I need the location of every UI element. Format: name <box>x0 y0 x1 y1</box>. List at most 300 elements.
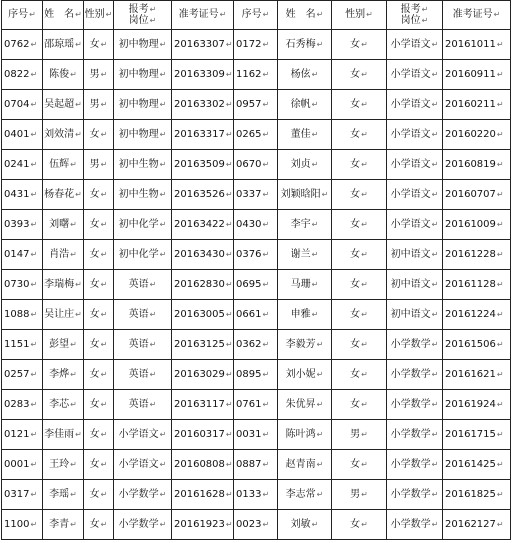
seq-cell: 1088↵ <box>2 300 43 330</box>
paragraph-mark: ↵ <box>262 459 270 469</box>
paragraph-mark: ↵ <box>431 39 439 49</box>
post-cell: 初中生物↵ <box>114 180 172 210</box>
gender-cell: 男↵ <box>84 150 114 180</box>
paragraph-mark: ↵ <box>316 429 324 439</box>
seq-cell-right: 0265↵ <box>234 120 278 150</box>
seq-cell-right: 0761↵ <box>234 390 278 420</box>
paragraph-mark: ↵ <box>262 219 270 229</box>
name-cell: 吴让庄↵ <box>43 300 84 330</box>
gender-cell: 女↵ <box>84 480 114 510</box>
paragraph-mark: ↵ <box>431 249 439 259</box>
paragraph-mark: ↵ <box>30 99 38 109</box>
table-row <box>2 180 511 210</box>
gender-cell: 女↵ <box>84 510 114 540</box>
header-exam-no-right: 准考证号↵ <box>443 1 511 30</box>
paragraph-mark: ↵ <box>159 489 167 499</box>
paragraph-mark: ↵ <box>100 159 108 169</box>
table-row <box>2 60 511 90</box>
paragraph-mark: ↵ <box>262 69 270 79</box>
header-post-right: 报考↵ 岗位↵ <box>387 1 443 30</box>
paragraph-mark: ↵ <box>316 339 324 349</box>
gender-cell-right: 女↵ <box>332 270 387 300</box>
exam-no-cell-right: 20161621↵ <box>443 360 511 390</box>
paragraph-mark: ↵ <box>361 39 368 49</box>
header-name: 姓 名↵ <box>43 1 84 30</box>
paragraph-mark: ↵ <box>311 129 319 139</box>
paragraph-mark: ↵ <box>262 189 270 199</box>
paragraph-mark: ↵ <box>431 99 439 109</box>
name-cell-right: 谢兰↵ <box>278 240 332 270</box>
name-cell: 伍辉↵ <box>43 150 84 180</box>
post-cell-right: 小学语文↵ <box>387 30 443 60</box>
post-cell: 初中物理↵ <box>114 90 172 120</box>
paragraph-mark: ↵ <box>159 39 167 49</box>
paragraph-mark: ↵ <box>311 69 319 79</box>
paragraph-mark: ↵ <box>431 489 439 499</box>
gender-cell-right: 女↵ <box>332 450 387 480</box>
paragraph-mark: ↵ <box>431 159 439 169</box>
paragraph-mark: ↵ <box>262 489 270 499</box>
paragraph-mark: ↵ <box>70 339 77 349</box>
paragraph-mark: ↵ <box>159 189 167 199</box>
gender-cell: 男↵ <box>84 60 114 90</box>
name-cell: 杨春花↵ <box>43 180 84 210</box>
seq-cell-right: 0957↵ <box>234 90 278 120</box>
paragraph-mark: ↵ <box>361 69 368 79</box>
name-cell-right: 刘贞↵ <box>278 150 332 180</box>
gender-cell: 女↵ <box>84 270 114 300</box>
paragraph-mark: ↵ <box>70 369 77 379</box>
exam-no-cell-right: 20161009↵ <box>443 210 511 240</box>
seq-cell: 0283↵ <box>2 390 43 420</box>
table-row <box>2 90 511 120</box>
paragraph-mark: ↵ <box>262 249 270 259</box>
exam-no-cell: 20163307↵ <box>172 30 234 60</box>
paragraph-mark: ↵ <box>159 519 167 529</box>
exam-no-cell-right: 20160819↵ <box>443 150 511 180</box>
paragraph-mark: ↵ <box>361 309 368 319</box>
paragraph-mark: ↵ <box>316 489 324 499</box>
gender-cell-right: 男↵ <box>332 480 387 510</box>
paragraph-mark: ↵ <box>262 129 270 139</box>
paragraph-mark: ↵ <box>100 99 108 109</box>
seq-cell: 0393↵ <box>2 210 43 240</box>
paragraph-mark: ↵ <box>225 399 233 409</box>
paragraph-mark: ↵ <box>262 399 270 409</box>
paragraph-mark: ↵ <box>361 519 368 529</box>
name-cell: 彭望↵ <box>43 330 84 360</box>
exam-no-cell: 20163117↵ <box>172 390 234 420</box>
paragraph-mark: ↵ <box>225 429 233 439</box>
name-cell-right: 李宇↵ <box>278 210 332 240</box>
seq-cell-right: 0670↵ <box>234 150 278 180</box>
exam-no-cell: 20161628↵ <box>172 480 234 510</box>
name-cell: 李烨↵ <box>43 360 84 390</box>
table-row <box>2 450 511 480</box>
paragraph-mark: ↵ <box>431 189 439 199</box>
post-cell: 初中化学↵ <box>114 210 172 240</box>
name-cell: 陈俊↵ <box>43 60 84 90</box>
seq-cell: 0001↵ <box>2 450 43 480</box>
name-cell: 肖浩↵ <box>43 240 84 270</box>
paragraph-mark: ↵ <box>262 39 270 49</box>
paragraph-mark: ↵ <box>159 69 167 79</box>
post-cell: 小学语文↵ <box>114 450 172 480</box>
paragraph-mark: ↵ <box>225 309 233 319</box>
paragraph-mark: ↵ <box>30 279 38 289</box>
seq-cell: 0257↵ <box>2 360 43 390</box>
post-cell-right: 小学语文↵ <box>387 60 443 90</box>
exam-no-cell: 20162830↵ <box>172 270 234 300</box>
name-cell-right: 刘小妮↵ <box>278 360 332 390</box>
gender-cell-right: 女↵ <box>332 60 387 90</box>
header-name-right: 姓 名↵ <box>278 1 332 30</box>
header-seq: 序号↵ <box>2 1 43 30</box>
paragraph-mark: ↵ <box>70 249 77 259</box>
table-row <box>2 240 511 270</box>
paragraph-mark: ↵ <box>30 339 38 349</box>
gender-cell-right: 女↵ <box>332 210 387 240</box>
exam-no-cell: 20163317↵ <box>172 120 234 150</box>
name-cell-right: 杨伭↵ <box>278 60 332 90</box>
post-cell: 英语↵ <box>114 270 172 300</box>
name-cell-right: 赵青南↵ <box>278 450 332 480</box>
paragraph-mark: ↵ <box>100 429 108 439</box>
post-cell-right: 小学语文↵ <box>387 150 443 180</box>
seq-cell-right: 0430↵ <box>234 210 278 240</box>
seq-cell: 0730↵ <box>2 270 43 300</box>
post-cell-right: 小学语文↵ <box>387 90 443 120</box>
paragraph-mark: ↵ <box>100 249 108 259</box>
paragraph-mark: ↵ <box>496 519 504 529</box>
paragraph-mark: ↵ <box>100 279 108 289</box>
seq-cell: 0822↵ <box>2 60 43 90</box>
paragraph-mark: ↵ <box>361 219 368 229</box>
gender-cell: 男↵ <box>84 90 114 120</box>
paragraph-mark: ↵ <box>100 369 108 379</box>
post-cell-right: 小学语文↵ <box>387 180 443 210</box>
post-cell: 小学语文↵ <box>114 420 172 450</box>
paragraph-mark: ↵ <box>225 519 233 529</box>
exam-no-cell: 20163526↵ <box>172 180 234 210</box>
post-cell-right: 小学数学↵ <box>387 330 443 360</box>
paragraph-mark: ↵ <box>431 399 439 409</box>
gender-cell-right: 女↵ <box>332 240 387 270</box>
paragraph-mark: ↵ <box>30 249 38 259</box>
name-cell-right: 刘颖晗阳↵ <box>278 180 332 210</box>
paragraph-mark: ↵ <box>361 189 368 199</box>
table-row <box>2 390 511 420</box>
paragraph-mark: ↵ <box>100 39 108 49</box>
paragraph-mark: ↵ <box>361 129 368 139</box>
seq-cell-right: 0695↵ <box>234 270 278 300</box>
exam-no-cell-right: 20161825↵ <box>443 480 511 510</box>
paragraph-mark: ↵ <box>225 189 233 199</box>
seq-cell-right: 0376↵ <box>234 240 278 270</box>
name-cell-right: 陈叶鸿↵ <box>278 420 332 450</box>
post-cell: 初中物理↵ <box>114 60 172 90</box>
seq-cell-right: 0337↵ <box>234 180 278 210</box>
paragraph-mark: ↵ <box>262 429 270 439</box>
gender-cell-right: 女↵ <box>332 510 387 540</box>
paragraph-mark: ↵ <box>496 369 504 379</box>
paragraph-mark: ↵ <box>225 69 233 79</box>
paragraph-mark: ↵ <box>496 69 504 79</box>
paragraph-mark: ↵ <box>431 459 439 469</box>
seq-cell-right: 0172↵ <box>234 30 278 60</box>
paragraph-mark: ↵ <box>262 369 270 379</box>
header-post: 报考↵ 岗位↵ <box>114 1 172 30</box>
table-row <box>2 510 511 540</box>
exam-no-cell-right: 20161924↵ <box>443 390 511 420</box>
seq-cell: 0241↵ <box>2 150 43 180</box>
paragraph-mark: ↵ <box>431 69 439 79</box>
paragraph-mark: ↵ <box>431 129 439 139</box>
seq-cell-right: 0031↵ <box>234 420 278 450</box>
paragraph-mark: ↵ <box>149 369 157 379</box>
name-cell-right: 朱优昇↵ <box>278 390 332 420</box>
paragraph-mark: ↵ <box>431 339 439 349</box>
name-cell: 李佳雨↵ <box>43 420 84 450</box>
post-cell: 英语↵ <box>114 360 172 390</box>
paragraph-mark: ↵ <box>70 159 77 169</box>
paragraph-mark: ↵ <box>431 309 439 319</box>
gender-cell-right: 男↵ <box>332 420 387 450</box>
post-cell-right: 小学语文↵ <box>387 210 443 240</box>
paragraph-mark: ↵ <box>30 459 38 469</box>
paragraph-mark: ↵ <box>75 189 82 199</box>
post-cell: 初中物理↵ <box>114 120 172 150</box>
table-row <box>2 480 511 510</box>
paragraph-mark: ↵ <box>316 369 324 379</box>
paragraph-mark: ↵ <box>431 219 439 229</box>
paragraph-mark: ↵ <box>225 369 233 379</box>
gender-cell: 女↵ <box>84 240 114 270</box>
paragraph-mark: ↵ <box>30 399 38 409</box>
seq-cell: 1100↵ <box>2 510 43 540</box>
exam-no-cell-right: 20161715↵ <box>443 420 511 450</box>
roster-body <box>2 30 511 540</box>
paragraph-mark: ↵ <box>30 189 38 199</box>
seq-cell: 0431↵ <box>2 180 43 210</box>
seq-cell: 0147↵ <box>2 240 43 270</box>
paragraph-mark: ↵ <box>225 279 233 289</box>
paragraph-mark: ↵ <box>100 459 108 469</box>
exam-no-cell: 20163430↵ <box>172 240 234 270</box>
exam-no-cell-right: 20161506↵ <box>443 330 511 360</box>
paragraph-mark: ↵ <box>70 519 77 529</box>
paragraph-mark: ↵ <box>496 429 504 439</box>
paragraph-mark: ↵ <box>225 159 233 169</box>
paragraph-mark: ↵ <box>30 309 38 319</box>
name-cell: 李瑶↵ <box>43 480 84 510</box>
post-cell-right: 小学数学↵ <box>387 450 443 480</box>
paragraph-mark: ↵ <box>100 309 108 319</box>
gender-cell-right: 女↵ <box>332 390 387 420</box>
paragraph-mark: ↵ <box>30 429 38 439</box>
paragraph-mark: ↵ <box>496 129 504 139</box>
paragraph-mark: ↵ <box>75 129 82 139</box>
exam-no-cell-right: 20161425↵ <box>443 450 511 480</box>
post-cell-right: 小学数学↵ <box>387 360 443 390</box>
gender-cell: 女↵ <box>84 210 114 240</box>
name-cell-right: 申雅↵ <box>278 300 332 330</box>
paragraph-mark: ↵ <box>75 99 82 109</box>
gender-cell: 女↵ <box>84 420 114 450</box>
paragraph-mark: ↵ <box>262 309 270 319</box>
paragraph-mark: ↵ <box>496 339 504 349</box>
seq-cell-right: 1162↵ <box>234 60 278 90</box>
paragraph-mark: ↵ <box>496 99 504 109</box>
name-cell-right: 徐帆↵ <box>278 90 332 120</box>
post-cell: 英语↵ <box>114 300 172 330</box>
paragraph-mark: ↵ <box>361 369 368 379</box>
paragraph-mark: ↵ <box>225 339 233 349</box>
table-row <box>2 270 511 300</box>
seq-cell-right: 0133↵ <box>234 480 278 510</box>
gender-cell: 女↵ <box>84 30 114 60</box>
name-cell-right: 石秀梅↵ <box>278 30 332 60</box>
paragraph-mark: ↵ <box>159 459 167 469</box>
gender-cell: 女↵ <box>84 300 114 330</box>
paragraph-mark: ↵ <box>361 459 368 469</box>
gender-cell: 女↵ <box>84 450 114 480</box>
paragraph-mark: ↵ <box>311 519 319 529</box>
post-cell-right: 小学数学↵ <box>387 420 443 450</box>
paragraph-mark: ↵ <box>225 489 233 499</box>
paragraph-mark: ↵ <box>30 129 38 139</box>
gender-cell-right: 女↵ <box>332 90 387 120</box>
paragraph-mark: ↵ <box>262 339 270 349</box>
exam-no-cell-right: 20162127↵ <box>443 510 511 540</box>
post-cell-right: 初中语文↵ <box>387 240 443 270</box>
gender-cell: 女↵ <box>84 360 114 390</box>
paragraph-mark: ↵ <box>159 129 167 139</box>
paragraph-mark: ↵ <box>311 159 319 169</box>
paragraph-mark: ↵ <box>361 279 368 289</box>
name-cell-right: 马珊↵ <box>278 270 332 300</box>
gender-cell: 女↵ <box>84 330 114 360</box>
paragraph-mark: ↵ <box>262 99 270 109</box>
paragraph-mark: ↵ <box>321 189 329 199</box>
paragraph-mark: ↵ <box>496 279 504 289</box>
paragraph-mark: ↵ <box>361 159 368 169</box>
gender-cell: 女↵ <box>84 120 114 150</box>
post-cell-right: 小学数学↵ <box>387 510 443 540</box>
paragraph-mark: ↵ <box>496 39 504 49</box>
post-cell: 小学数学↵ <box>114 480 172 510</box>
paragraph-mark: ↵ <box>149 279 157 289</box>
name-cell: 刘效清↵ <box>43 120 84 150</box>
name-cell: 邵琼瑶↵ <box>43 30 84 60</box>
exam-no-cell: 20163005↵ <box>172 300 234 330</box>
paragraph-mark: ↵ <box>496 309 504 319</box>
gender-cell-right: 女↵ <box>332 330 387 360</box>
table-row <box>2 420 511 450</box>
roster-table <box>1 0 511 540</box>
paragraph-mark: ↵ <box>361 339 368 349</box>
header-exam-no: 准考证号↵ <box>172 1 234 30</box>
post-cell-right: 初中语文↵ <box>387 270 443 300</box>
paragraph-mark: ↵ <box>30 369 38 379</box>
seq-cell-right: 0362↵ <box>234 330 278 360</box>
paragraph-mark: ↵ <box>100 69 108 79</box>
post-cell-right: 小学数学↵ <box>387 390 443 420</box>
seq-cell-right: 0887↵ <box>234 450 278 480</box>
paragraph-mark: ↵ <box>262 159 270 169</box>
post-cell: 英语↵ <box>114 390 172 420</box>
exam-no-cell-right: 20161128↵ <box>443 270 511 300</box>
paragraph-mark: ↵ <box>75 309 82 319</box>
name-cell: 李瑞梅↵ <box>43 270 84 300</box>
name-cell: 李青↵ <box>43 510 84 540</box>
paragraph-mark: ↵ <box>431 279 439 289</box>
name-cell-right: 董佳↵ <box>278 120 332 150</box>
gender-cell-right: 女↵ <box>332 360 387 390</box>
paragraph-mark: ↵ <box>100 189 108 199</box>
paragraph-mark: ↵ <box>431 369 439 379</box>
exam-no-cell-right: 20160211↵ <box>443 90 511 120</box>
name-cell: 李芯↵ <box>43 390 84 420</box>
paragraph-mark: ↵ <box>262 279 270 289</box>
name-cell-right: 李毅芳↵ <box>278 330 332 360</box>
paragraph-mark: ↵ <box>149 339 157 349</box>
name-cell: 刘曙↵ <box>43 210 84 240</box>
name-cell-right: 刘敏↵ <box>278 510 332 540</box>
paragraph-mark: ↵ <box>100 339 108 349</box>
paragraph-mark: ↵ <box>159 429 167 439</box>
paragraph-mark: ↵ <box>225 99 233 109</box>
post-cell-right: 小学数学↵ <box>387 480 443 510</box>
paragraph-mark: ↵ <box>361 249 368 259</box>
exam-no-cell-right: 20161228↵ <box>443 240 511 270</box>
paragraph-mark: ↵ <box>159 99 167 109</box>
paragraph-mark: ↵ <box>431 519 439 529</box>
paragraph-mark: ↵ <box>70 489 77 499</box>
post-cell: 小学数学↵ <box>114 510 172 540</box>
gender-cell-right: 女↵ <box>332 150 387 180</box>
exam-no-cell: 20161923↵ <box>172 510 234 540</box>
exam-no-cell: 20163509↵ <box>172 150 234 180</box>
paragraph-mark: ↵ <box>262 519 270 529</box>
header-row <box>2 1 511 30</box>
table-row <box>2 120 511 150</box>
exam-no-cell: 20163125↵ <box>172 330 234 360</box>
paragraph-mark: ↵ <box>431 429 439 439</box>
exam-no-cell-right: 20160707↵ <box>443 180 511 210</box>
paragraph-mark: ↵ <box>361 99 368 109</box>
paragraph-mark: ↵ <box>496 219 504 229</box>
header-gender: 性别↵ <box>84 1 114 30</box>
paragraph-mark: ↵ <box>159 159 167 169</box>
paragraph-mark: ↵ <box>100 519 108 529</box>
paragraph-mark: ↵ <box>361 399 368 409</box>
paragraph-mark: ↵ <box>496 399 504 409</box>
exam-no-cell: 20160808↵ <box>172 450 234 480</box>
paragraph-mark: ↵ <box>496 189 504 199</box>
post-cell-right: 初中语文↵ <box>387 300 443 330</box>
post-cell: 初中生物↵ <box>114 150 172 180</box>
paragraph-mark: ↵ <box>311 249 319 259</box>
paragraph-mark: ↵ <box>311 219 319 229</box>
exam-no-cell: 20163422↵ <box>172 210 234 240</box>
paragraph-mark: ↵ <box>70 219 77 229</box>
paragraph-mark: ↵ <box>225 39 233 49</box>
seq-cell-right: 0661↵ <box>234 300 278 330</box>
paragraph-mark: ↵ <box>159 249 167 259</box>
paragraph-mark: ↵ <box>496 459 504 469</box>
header-gender-right: 性别↵ <box>332 1 387 30</box>
